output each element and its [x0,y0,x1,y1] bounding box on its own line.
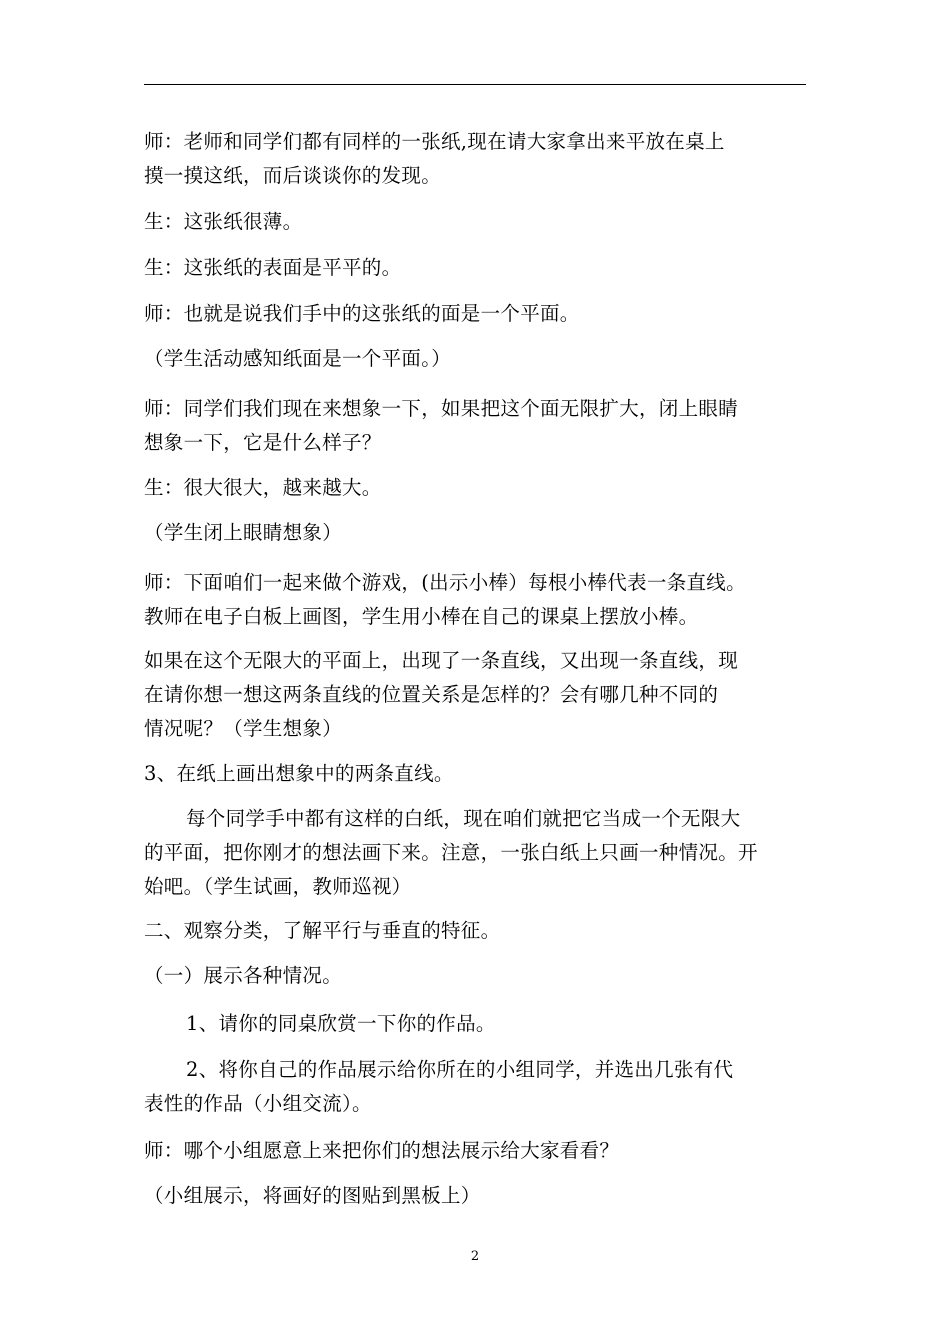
paragraph-11 [144,757,808,791]
text-line: （学生活动感知纸面是一个平面。） [144,347,452,370]
paragraph-8 [144,516,808,550]
paragraph-9 [144,566,808,634]
text-line: （一）展示各种情况。 [144,964,343,987]
text-line: 的平面，把你刚才的想法画下来。注意，一张白纸上只画一种情况。开 [144,841,758,864]
text-line: 表性的作品（小组交流）。 [144,1092,372,1115]
text-line: 二、观察分类，了解平行与垂直的特征。 [144,919,501,942]
paragraph-3 [144,251,808,285]
paragraph-7 [144,471,808,505]
text-line: 每个同学手中都有这样的白纸，现在咱们就把它当成一个无限大 [186,807,741,830]
text-line: 师：老师和同学们都有同样的一张纸,现在请大家拿出来平放在桌上 [144,130,725,153]
text-line: 3、在纸上画出想象中的两条直线。 [144,762,454,785]
text-line: 如果在这个无限大的平面上，出现了一条直线，又出现一条直线，现 [144,649,739,672]
paragraph-14 [144,959,808,993]
text-line: （学生闭上眼睛想象） [144,521,343,544]
paragraph-13 [144,914,808,948]
text-line: 教师在电子白板上画图，学生用小棒在自己的课桌上摆放小棒。 [144,605,699,628]
paragraph-12 [144,802,808,904]
header-rule [144,84,806,85]
paragraph-4 [144,297,808,331]
text-line: 摸一摸这纸，而后谈谈你的发现。 [144,164,442,187]
paragraph-17 [144,1134,808,1168]
text-line: 在请你想一想这两条直线的位置关系是怎样的？会有哪几种不同的 [144,683,719,706]
paragraph-15 [144,1007,808,1041]
text-line: （小组展示，将画好的图贴到黑板上） [144,1184,481,1207]
paragraph-10 [144,644,808,746]
paragraph-2 [144,205,808,239]
paragraph-16 [144,1053,808,1121]
text-line: 2、将你自己的作品展示给你所在的小组同学，并选出几张有代 [186,1058,734,1081]
text-line: 师：也就是说我们手中的这张纸的面是一个平面。 [144,302,580,325]
text-line: 师：哪个小组愿意上来把你们的想法展示给大家看看？ [144,1139,620,1162]
text-line: 想象一下，它是什么样子？ [144,431,382,454]
text-line: 师：下面咱们一起来做个游戏，(出示小棒）每根小棒代表一条直线。 [144,571,746,594]
text-line: 生：这张纸的表面是平平的。 [144,256,402,279]
paragraph-18 [144,1179,808,1213]
text-line: 始吧。（学生试画，教师巡视） [144,875,412,898]
page-number: 2 [470,1249,480,1264]
paragraph-6 [144,392,808,460]
text-line: 生：这张纸很薄。 [144,210,303,233]
paragraph-5 [144,342,808,376]
text-line: 师：同学们我们现在来想象一下，如果把这个面无限扩大，闭上眼睛 [144,397,739,420]
text-line: 1、请你的同桌欣赏一下你的作品。 [186,1012,496,1035]
text-line: 生：很大很大，越来越大。 [144,476,382,499]
text-line: 情况呢？（学生想象） [144,717,343,740]
paragraph-1 [144,125,808,193]
